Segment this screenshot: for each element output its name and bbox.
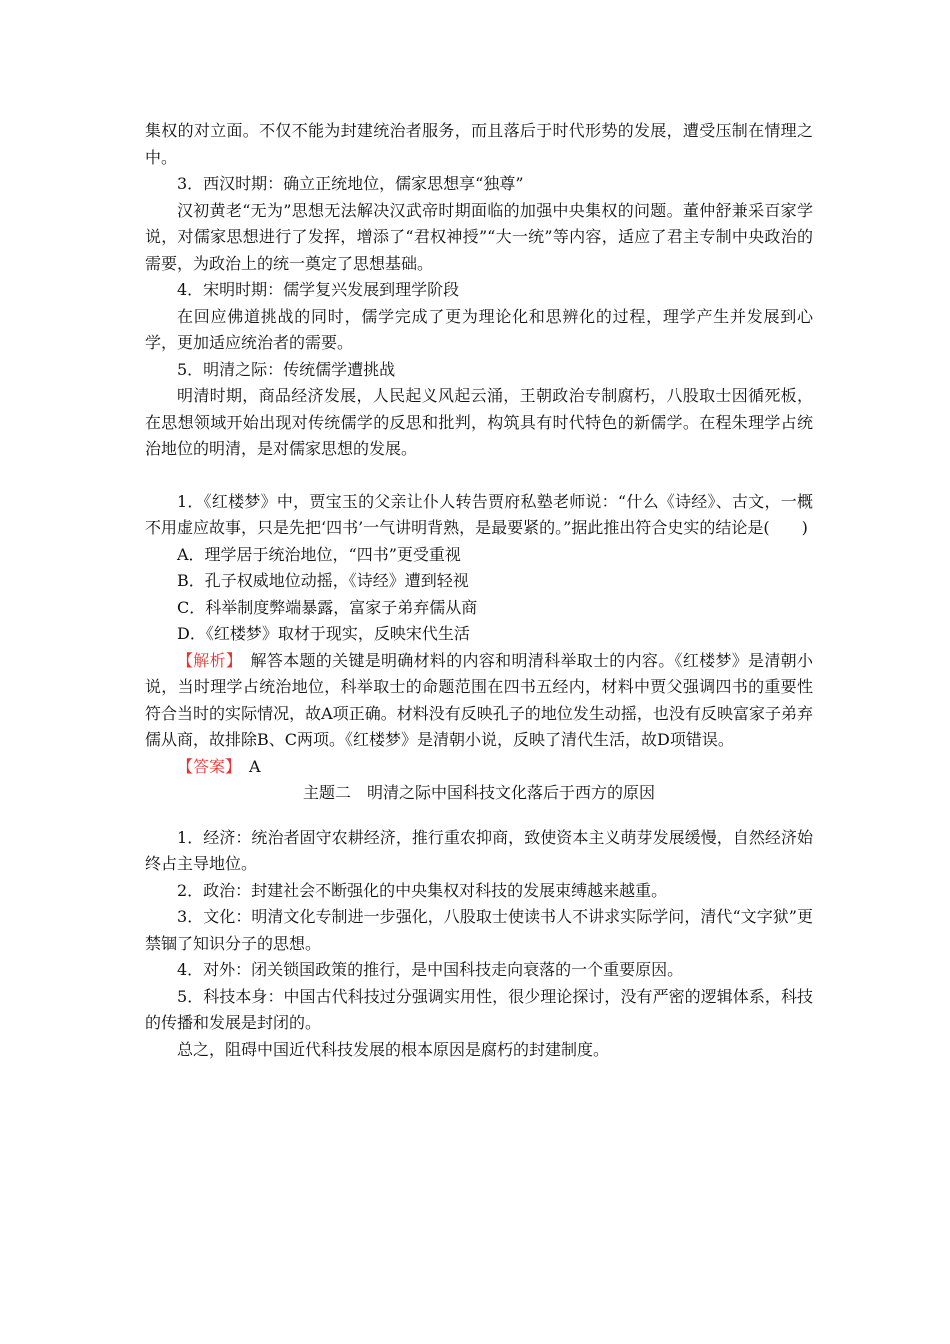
- reason-item-culture: 3．文化：明清文化专制进一步强化，八股取士使读书人不讲求实际学问，清代“文字狱”更禁锢了知识分子的思想。: [145, 907, 813, 953]
- answer-paragraph: [145, 754, 813, 781]
- topic2-title: 主题二 明清之际中国科技文化落后于西方的原因: [302, 783, 655, 802]
- paragraph-continued: 集权的对立面。不仅不能为封建统治者服务，而且落后于时代形势的发展，遭受压制在情理之中。: [145, 121, 813, 167]
- option-d: D．《红楼梦》取材于现实，反映宋代生活: [177, 624, 470, 643]
- document-page: [145, 118, 813, 1063]
- answer-text: A: [233, 756, 261, 776]
- section-body-xihan: 汉初黄老“无为”思想无法解决汉武帝时期面临的加强中央集权的问题。董仲舒兼采百家学说，对儒家思想进行了发挥，增添了“君权神授”“大一统”等内容，适应了君主专制中央政治的需要，为政治上的统一奠定了思想基础。: [145, 200, 813, 273]
- analysis-paragraph: [145, 648, 813, 754]
- section-heading-xihan: 3．西汉时期：确立正统地位，儒家思想享“独尊”: [177, 174, 524, 193]
- reason-item-tech: 5．科技本身：中国古代科技过分强调实用性，很少理论探讨，没有严密的逻辑体系，科技的传播和发展是封闭的。: [145, 986, 813, 1032]
- option-a: A．理学居于统治地位，“四书”更受重视: [177, 544, 461, 564]
- conclusion: 总之，阻碍中国近代科技发展的根本原因是腐朽的封建制度。: [177, 1039, 610, 1059]
- analysis-text: 解答本题的关键是明确材料的内容和明清科举取士的内容。《红楼梦》是清朝小说，当时理学占统治地位，科举取士的命题范围在四书五经内，材料中贾父强调四书的重要性符合当时的实际情况，故A项正确。材料没有反映孔子的地位发生动摇，也没有反映富家子弟弃儒从商，故排除B、C两项。《红楼梦》是清朝小说，反映了清代生活，故D项错误。: [145, 650, 813, 749]
- section-heading-songming: 4．宋明时期：儒学复兴发展到理学阶段: [177, 280, 460, 299]
- question-stem: 1．《红楼梦》中，贾宝玉的父亲让仆人转告贾府私塾老师说：“什么《诗经》、古文，一概不用虚应故事，只是先把‘四书’一气讲明背熟，是最要紧的。”据此推出符合史实的结论是( ): [145, 491, 813, 537]
- spacer: [145, 463, 813, 489]
- answer-tag: 【答案】: [177, 756, 234, 776]
- option-b: B．孔子权威地位动摇，《诗经》遭到轻视: [177, 571, 469, 590]
- section-heading-mingqing: 5．明清之际：传统儒学遭挑战: [177, 359, 396, 379]
- spacer: [145, 807, 813, 825]
- section-body-songming: 在回应佛道挑战的同时，儒学完成了更为理论化和思辨化的过程，理学产生并发展到心学，更加适应统治者的需要。: [145, 306, 813, 352]
- reason-item-foreign: 4．对外：闭关锁国政策的推行，是中国科技走向衰落的一个重要原因。: [177, 960, 684, 979]
- reason-item-economy: 1．经济：统治者固守农耕经济，推行重农抑商，致使资本主义萌芽发展缓慢，自然经济始终占主导地位。: [145, 827, 813, 873]
- option-c: C．科举制度弊端暴露，富家子弟弃儒从商: [177, 597, 478, 617]
- section-body-mingqing: 明清时期，商品经济发展，人民起义风起云涌，王朝政治专制腐朽，八股取士因循死板，在思想领域开始出现对传统儒学的反思和批判，构筑具有时代特色的新儒学。在程朱理学占统治地位的明清，是对儒家思想的发展。: [145, 386, 813, 458]
- reason-item-politics: 2．政治：封建社会不断强化的中央集权对科技的发展束缚越来越重。: [177, 880, 668, 900]
- analysis-tag: 【解析】: [177, 650, 235, 670]
